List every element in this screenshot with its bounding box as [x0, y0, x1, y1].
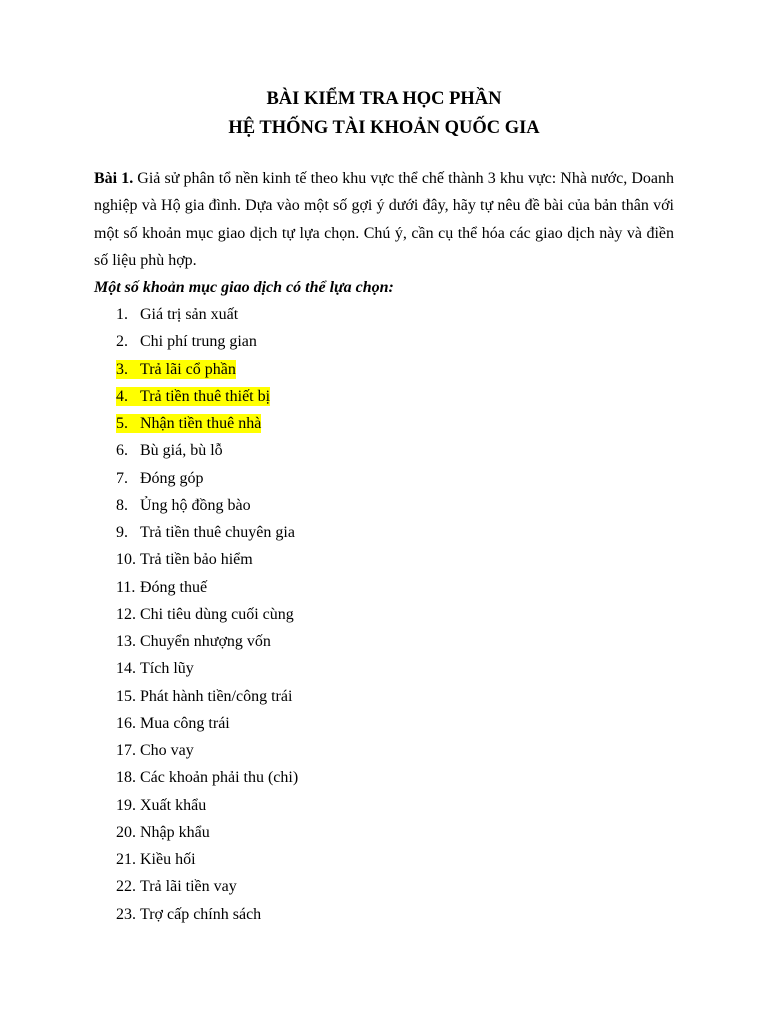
document-title: BÀI KIỂM TRA HỌC PHẦN	[266, 89, 502, 109]
exercise-paragraph	[94, 165, 674, 275]
list-item-number: 16.	[116, 714, 136, 732]
list-item-text: Phát hành tiền/công trái	[140, 687, 293, 705]
document-subtitle: HỆ THỐNG TÀI KHOẢN QUỐC GIA	[228, 118, 540, 138]
list-item-number: 21.	[116, 851, 136, 868]
list-item-number: 8.	[116, 496, 128, 514]
list-item-number: 3.	[116, 360, 128, 378]
list-item-number: 5.	[116, 415, 128, 432]
list-item-text: Trả tiền thuê chuyên gia	[140, 524, 295, 541]
list-item-text: Kiều hối	[140, 851, 196, 868]
list-item-number: 7.	[116, 469, 128, 487]
list-item-text: Mua công trái	[140, 714, 230, 732]
list-item-text: Trả tiền bảo hiểm	[140, 551, 253, 569]
list-item-text: Nhập khẩu	[140, 823, 210, 841]
list-item-text: Giá trị sản xuất	[140, 306, 239, 323]
list-item-text: Đóng thuế	[140, 578, 208, 596]
list-item-number: 10.	[116, 551, 136, 569]
list-item-text: Trả tiền thuê thiết bị	[140, 387, 271, 405]
list-item-number: 11.	[116, 578, 136, 596]
list-item-number: 18.	[116, 769, 136, 787]
list-item-text: Đóng góp	[140, 469, 204, 487]
list-item-number: 13.	[116, 633, 136, 650]
list-item-text: Chuyển nhượng vốn	[140, 633, 271, 650]
list-item-number: 6.	[116, 442, 128, 460]
list-item-number: 23.	[116, 905, 136, 923]
list-item-text: Trả lãi cổ phần	[140, 360, 236, 378]
list-item-number: 4.	[116, 387, 128, 405]
list-item-number: 14.	[116, 660, 136, 678]
list-item-text: Bù giá, bù lỗ	[140, 442, 223, 460]
list-item-number: 15.	[116, 687, 136, 705]
list-item-text: Chi phí trung gian	[140, 333, 257, 351]
list-item-number: 1.	[116, 306, 128, 323]
list-item-number: 2.	[116, 333, 128, 351]
list-item-text: Trợ cấp chính sách	[140, 905, 262, 923]
list-item-number: 9.	[116, 524, 128, 541]
list-item-number: 22.	[116, 878, 136, 896]
exercise-label: Bài 1.	[94, 170, 134, 187]
list-item-text: Trả lãi tiền vay	[140, 878, 237, 896]
list-item-number: 17.	[116, 742, 136, 759]
list-item-number: 20.	[116, 823, 136, 841]
list-item-text: Chi tiêu dùng cuối cùng	[140, 605, 294, 623]
list-item-text: Tích lũy	[140, 660, 194, 678]
list-item-text: Cho vay	[140, 742, 194, 759]
list-item-text: Xuất khẩu	[140, 796, 207, 814]
list-item-text: Ủng hộ đồng bào	[140, 496, 251, 514]
list-item-text: Nhận tiền thuê nhà	[140, 415, 262, 432]
list-item-number: 12.	[116, 605, 136, 623]
list-heading: Một số khoản mục giao dịch có thể lựa chọn:	[94, 279, 394, 296]
exercise-text: Giả sử phân tổ nền kinh tế theo khu vực thể chế thành 3 khu vực: Nhà nước, Doanh nghiệp và Hộ gia đình. Dựa vào một số gợi ý dưới đây, hãy tự nêu đề bài của bản thân với một số khoản mục giao dịch tự lựa chọn. Chú ý, cần cụ thể hóa các giao dịch này và điền số liệu phù hợp.	[94, 170, 674, 270]
list-item-text: Các khoản phải thu (chi)	[140, 769, 299, 787]
list-item-number: 19.	[116, 796, 136, 814]
